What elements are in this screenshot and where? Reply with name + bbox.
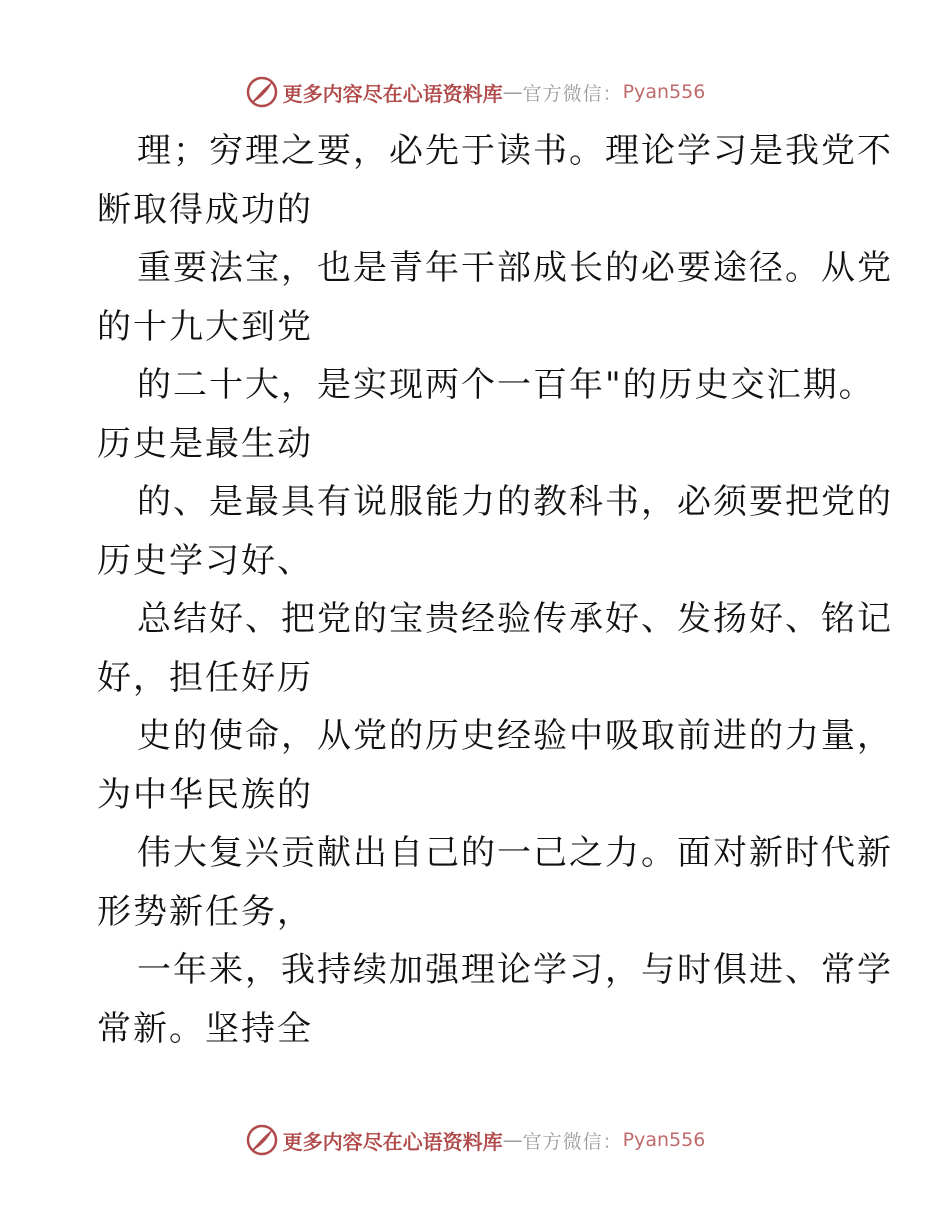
- watermark-wechat-label: 官方微信：: [522, 1130, 623, 1153]
- text-line: 好，担任好历: [97, 657, 313, 698]
- watermark-wechat-id: Pyan556: [622, 81, 706, 103]
- watermark-wechat-id: Pyan556: [622, 1129, 706, 1151]
- text-line: 的十九大到党: [97, 306, 313, 347]
- text-line: 伟大复兴贡献出自己的一己之力。面对新时代新: [137, 833, 893, 873]
- text-line: 史的使命，从党的历史经验中吸取前进的力量，: [137, 716, 893, 756]
- footer-watermark: [0, 1120, 950, 1160]
- text-line: 历史是最生动: [97, 423, 313, 464]
- quill-pen-logo-icon: [245, 75, 279, 109]
- text-line: 的二十大，是实现两个一百年"的历史交汇期。: [137, 365, 875, 405]
- text-line: 形势新任务，: [97, 891, 313, 932]
- watermark-site-text: 更多内容尽在心语资料库: [282, 81, 503, 106]
- watermark-site-text: 更多内容尽在心语资料库: [282, 1129, 503, 1154]
- watermark-dash: —: [502, 80, 523, 104]
- text-line: 的、是最具有说服能力的教科书，必须要把党的: [137, 482, 893, 522]
- watermark-dash: —: [502, 1128, 523, 1152]
- quill-pen-logo-icon: [245, 1123, 279, 1157]
- text-line: 历史学习好、: [97, 540, 313, 581]
- header-watermark: [0, 72, 950, 112]
- text-line: 断取得成功的: [97, 189, 313, 230]
- text-line: 一年来，我持续加强理论学习，与时俱进、常学: [137, 950, 893, 990]
- text-line: 总结好、把党的宝贵经验传承好、发扬好、铭记: [137, 599, 893, 639]
- text-line: 理；穷理之要，必先于读书。理论学习是我党不: [137, 131, 893, 171]
- document-body: [97, 122, 893, 1058]
- text-line: 常新。坚持全: [97, 1008, 313, 1049]
- text-line: 为中华民族的: [97, 774, 313, 815]
- text-line: 重要法宝，也是青年干部成长的必要途径。从党: [137, 248, 893, 288]
- watermark-wechat-label: 官方微信：: [522, 82, 623, 105]
